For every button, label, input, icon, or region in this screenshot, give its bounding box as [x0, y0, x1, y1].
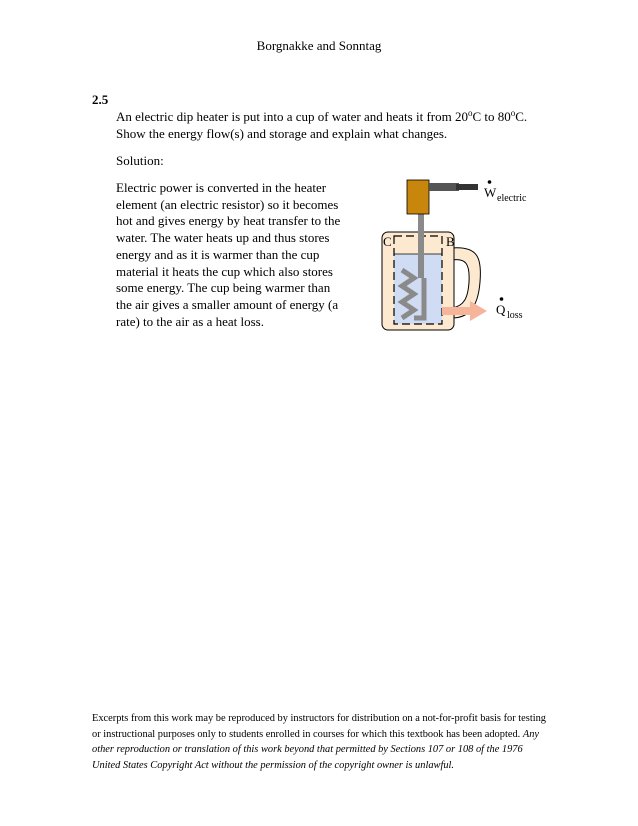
problem-line1-mid: C to 80: [472, 109, 511, 124]
degree-sup-1: o: [467, 108, 473, 118]
power-cable: [429, 183, 459, 191]
copyright-footer: [92, 711, 552, 773]
w-dot: [488, 180, 492, 184]
degree-sup-2: o: [510, 108, 516, 118]
solution-text: Electric power is converted in the heater element (an electric resistor) so it becomes hot and gives energy by heat transfer to the water. The water heats up and thus stores energy and as it is warmer than the cup material it heats the cup which also stores some energy. The cup being warmer than the air gives a smaller amount of energy (a rate) to the air as a heat loss.: [116, 180, 341, 329]
q-loss-symbol: Q: [496, 302, 506, 317]
problem-statement: [116, 108, 556, 142]
q-loss-subscript: loss: [507, 310, 523, 321]
heater-rod: [418, 214, 424, 278]
dip-heater-cup-figure: [370, 170, 540, 335]
footer-normal: Excerpts from this work may be reproduced by instructors for distribution on a not-for-profit basis for testing or instructional purposes only to students enrolled in courses for which this textbook has been adopted.: [92, 713, 546, 740]
problem-line1-end: C.: [515, 109, 528, 124]
problem-line1-start: An electric dip heater is put into a cup of water and heats it from 20: [116, 109, 468, 124]
q-dot: [500, 297, 504, 301]
problem-line2: Show the energy flow(s) and storage and explain what changes.: [116, 126, 448, 141]
power-cable-tip: [456, 184, 478, 190]
solution-label: Solution:: [116, 153, 164, 168]
problem-number: 2.5: [92, 92, 109, 107]
footer-italic: Any other reproduction or translation of this work beyond that permitted by Sections 107 or 108 of the 1976 United States Copyright Act without the permission of the copyright owner is unlawful.: [92, 728, 540, 771]
label-c: C: [383, 234, 392, 249]
w-electric-subscript: electric: [497, 193, 527, 204]
w-electric-symbol: W: [484, 185, 497, 200]
label-b: B: [446, 234, 455, 249]
heater-head: [407, 180, 429, 214]
page-header: Borgnakke and Sonntag: [256, 38, 382, 53]
